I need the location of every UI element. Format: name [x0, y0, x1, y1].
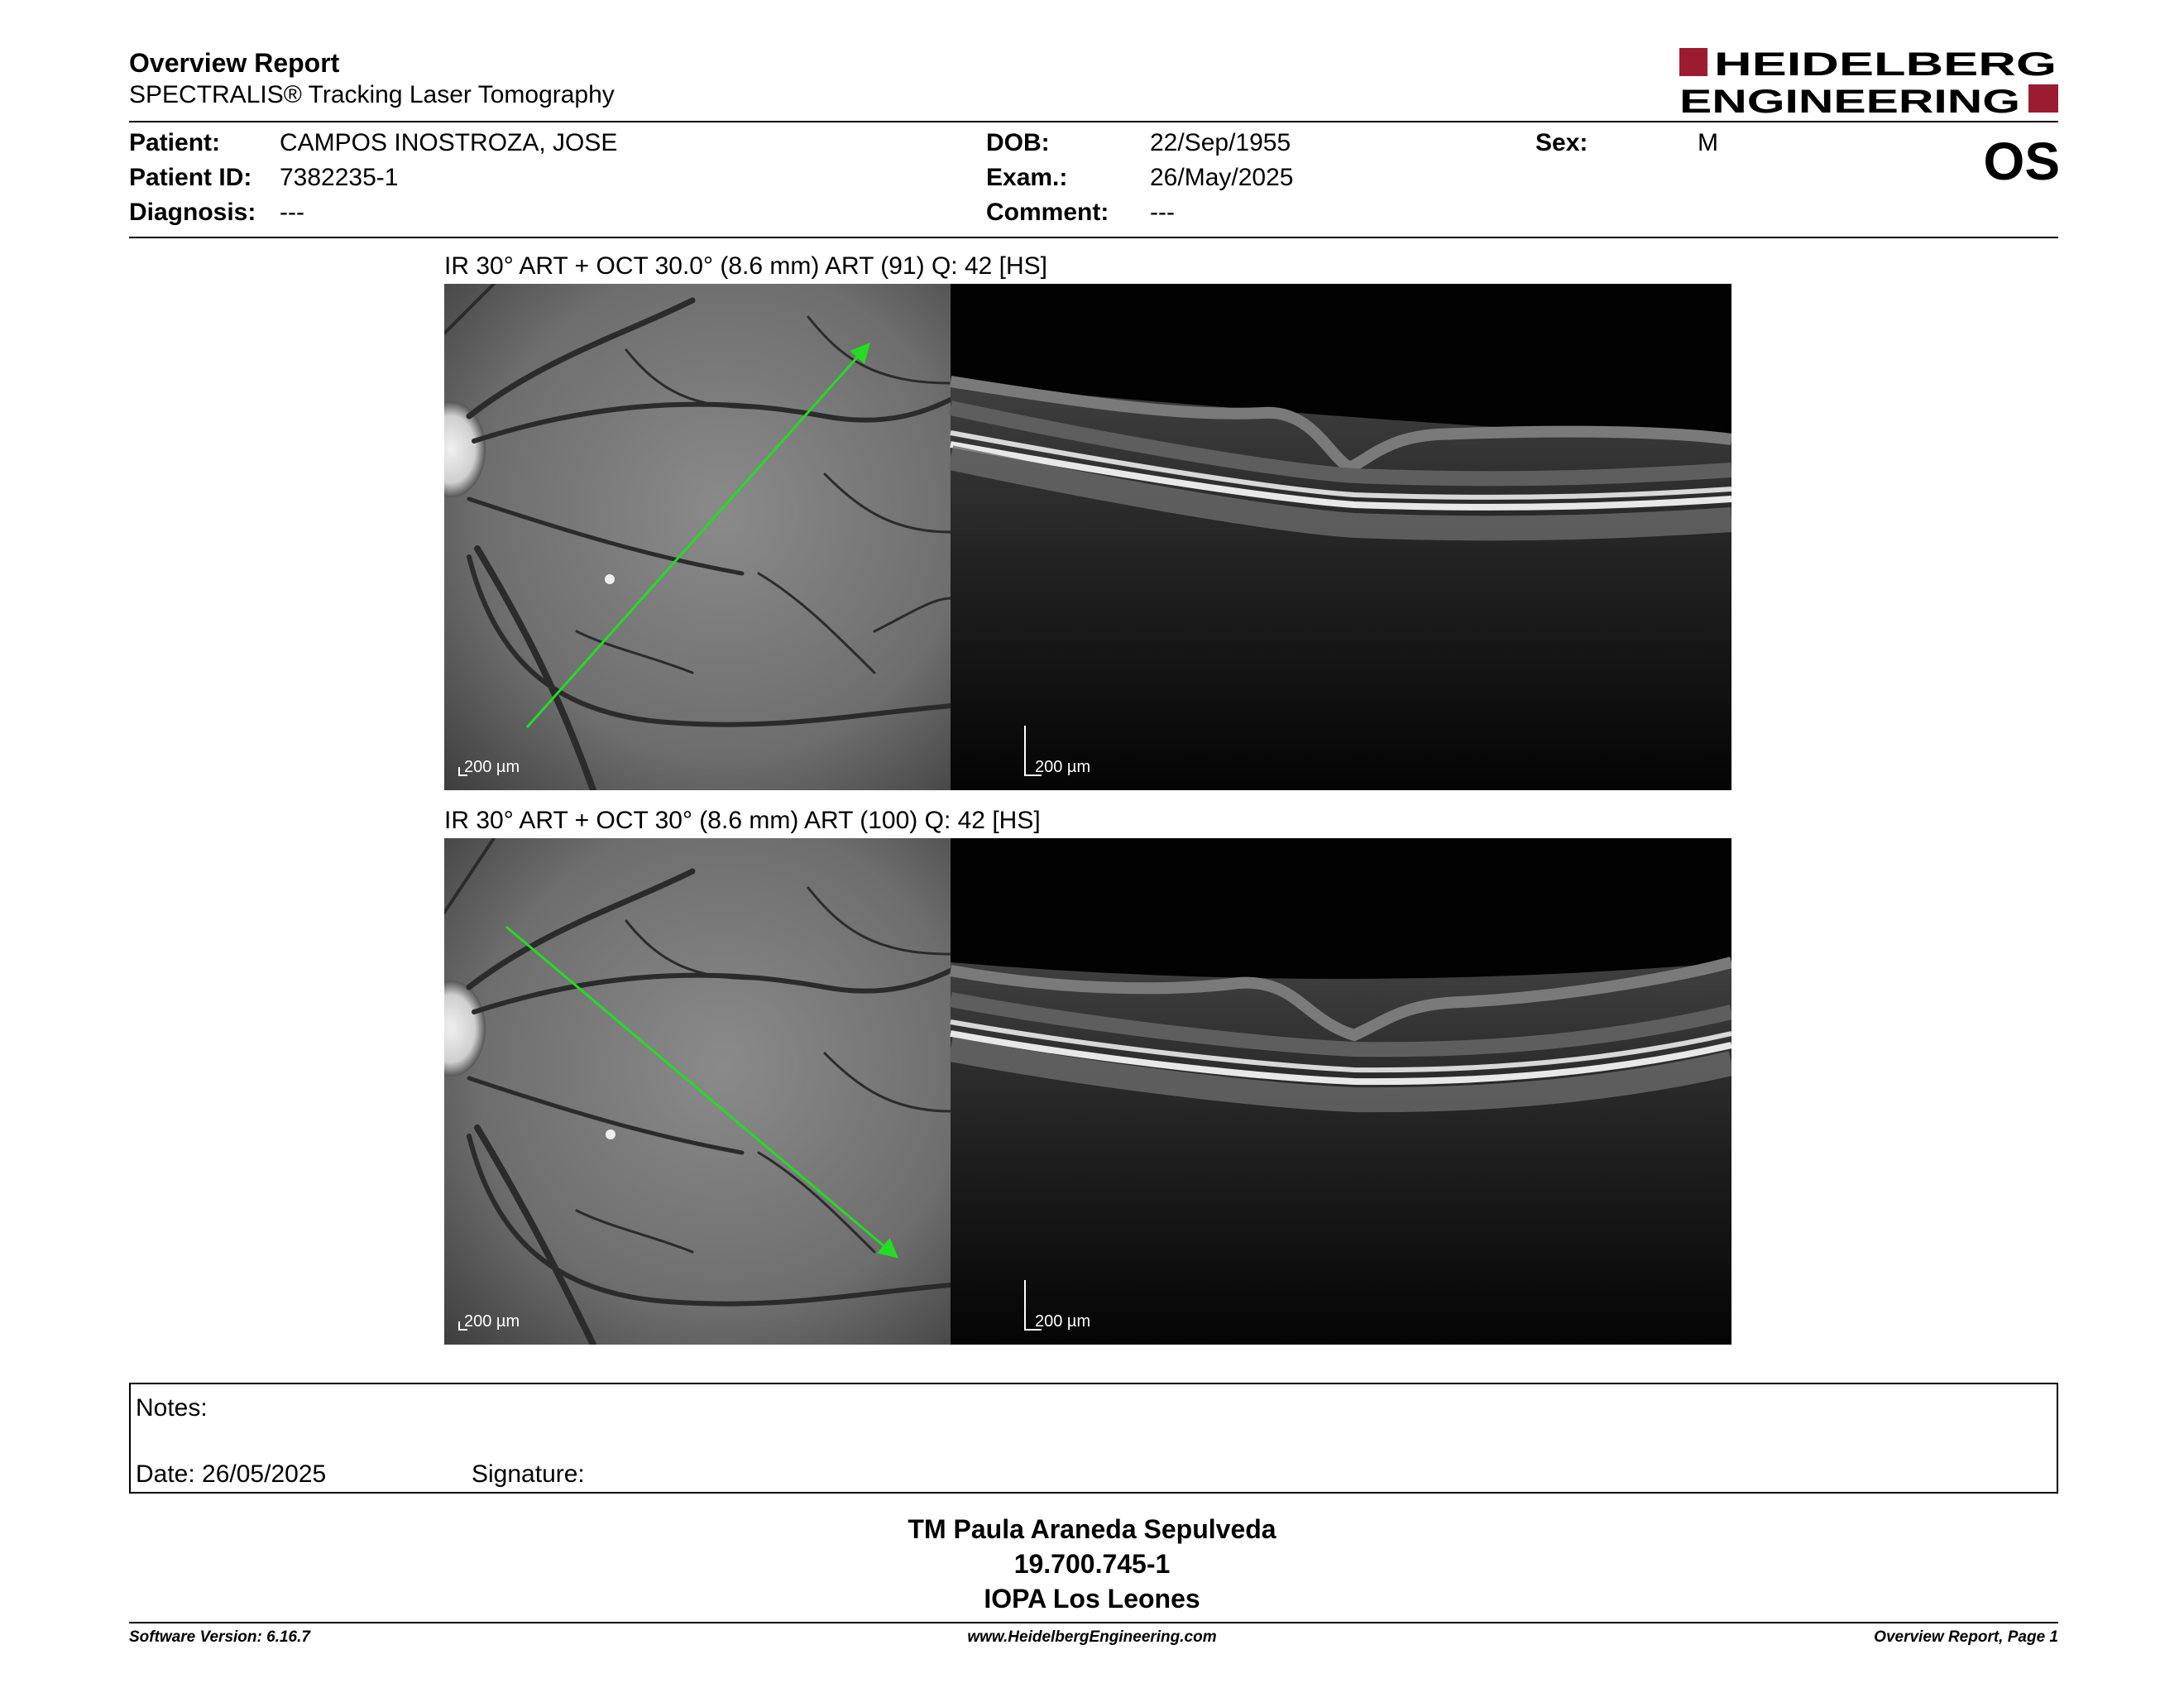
signature-label: Signature:: [472, 1460, 585, 1488]
scan-2-oct-scale-label: 200 µm: [1035, 1312, 1091, 1331]
svg-text:ENGINEERING: ENGINEERING: [1679, 84, 2020, 116]
notes-label: Notes:: [136, 1394, 208, 1422]
software-version: Software Version: 6.16.7: [129, 1628, 310, 1646]
report-title: Overview Report: [129, 48, 340, 78]
report-subtitle: SPECTRALIS® Tracking Laser Tomography: [129, 81, 615, 108]
notes-date: Date: 26/05/2025: [136, 1460, 327, 1488]
sex-label: Sex:: [1535, 129, 1588, 156]
scan-1-fundus-image: [444, 284, 951, 790]
heidelberg-logo: [1679, 46, 2060, 116]
diagnosis-label: Diagnosis:: [129, 199, 256, 226]
exam-label: Exam.:: [986, 164, 1068, 191]
scan-1-panel: [444, 284, 1731, 790]
scan-1-oct-bscan: [951, 284, 1731, 790]
header-divider: [129, 121, 2058, 122]
patient-label: Patient:: [129, 129, 221, 156]
scan-2-fundus-image: [444, 838, 951, 1345]
patient-value: CAMPOS INOSTROZA, JOSE: [280, 129, 618, 156]
exam-value: 26/May/2025: [1150, 164, 1294, 191]
website-link[interactable]: www.HeidelbergEngineering.com: [967, 1628, 1217, 1646]
dob-label: DOB:: [986, 129, 1050, 156]
scan-1-oct-scale-label: 200 µm: [1035, 758, 1091, 776]
scan-2-oct-bscan: [951, 838, 1731, 1345]
page-indicator: Overview Report, Page 1: [1874, 1628, 2058, 1646]
signer-institution: IOPA Los Leones: [984, 1584, 1200, 1614]
comment-label: Comment:: [986, 199, 1109, 226]
dob-value: 22/Sep/1955: [1150, 129, 1291, 156]
patient-id-label: Patient ID:: [129, 164, 252, 191]
diagnosis-value: ---: [280, 199, 304, 226]
eye-indicator: OS: [1983, 132, 2060, 191]
signer-id: 19.700.745-1: [1013, 1549, 1171, 1579]
scan-1-fundus-scale-label: 200 µm: [464, 758, 520, 776]
scan-2-fundus-scale-label: 200 µm: [464, 1312, 520, 1331]
footer-divider: [129, 1622, 2058, 1623]
info-divider: [129, 237, 2058, 238]
comment-value: ---: [1150, 199, 1175, 226]
notes-box: [129, 1383, 2058, 1494]
scan-2-title: IR 30° ART + OCT 30° (8.6 mm) ART (100) Q: 42 [HS]: [444, 807, 1041, 834]
signer-name: TM Paula Araneda Sepulveda: [908, 1514, 1276, 1544]
patient-id-value: 7382235-1: [280, 164, 399, 191]
svg-text:HEIDELBERG: HEIDELBERG: [1714, 46, 2057, 83]
scan-2-panel: [444, 838, 1731, 1345]
sex-value: M: [1698, 129, 1718, 156]
scan-1-title: IR 30° ART + OCT 30.0° (8.6 mm) ART (91) Q: 42 [HS]: [444, 252, 1047, 280]
